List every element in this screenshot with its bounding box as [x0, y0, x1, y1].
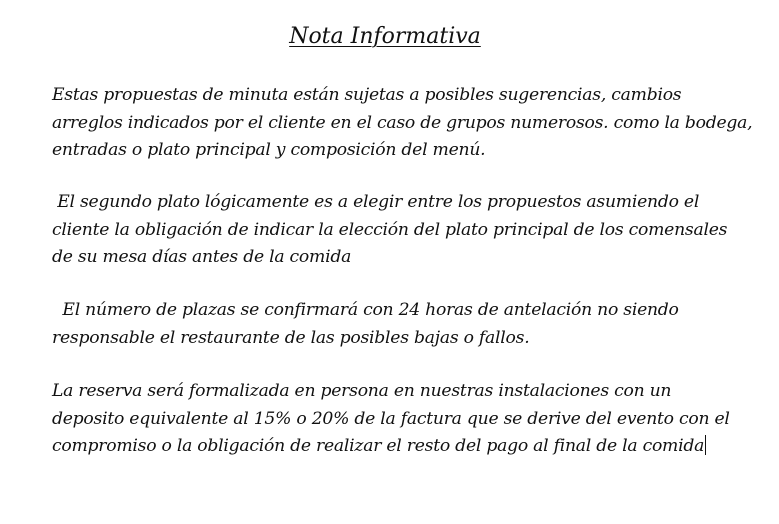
paragraph-menu-changes: [52, 82, 752, 165]
paragraph-line: El segundo plato lógicamente es a elegir entre los propuestos asumiendo el: [52, 192, 700, 212]
paragraph-second-course: [52, 189, 727, 272]
paragraph-line: compromiso o la obligación de realizar el resto del pago al final de la comida: [52, 436, 705, 456]
paragraph-line: cliente la obligación de indicar la elección del plato principal de los comensales: [52, 219, 728, 240]
text-cursor: [705, 435, 706, 455]
paragraph-line: responsable el restaurante de las posibles bajas o fallos.: [52, 327, 530, 348]
paragraph-line: arreglos indicados por el cliente en el caso de grupos numerosos. como la bodega,: [52, 112, 753, 133]
paragraph-seat-confirmation: [52, 297, 679, 352]
paragraph-line: de su mesa días antes de la comida: [52, 247, 352, 267]
paragraph-line: El número de plazas se confirmará con 24 horas de antelación no siendo: [52, 300, 679, 320]
paragraph-line: entradas o plato principal y composición del menú.: [52, 140, 486, 160]
paragraph-reservation-deposit: [52, 378, 730, 461]
paragraph-line: deposito equivalente al 15% o 20% de la factura que se derive del evento con el: [52, 408, 730, 429]
document-title: Nota Informativa: [289, 24, 481, 49]
paragraph-line: La reserva será formalizada en persona en nuestras instalaciones con un: [52, 381, 672, 401]
paragraph-line: Estas propuestas de minuta están sujetas a posibles sugerencias, cambios: [52, 85, 682, 105]
